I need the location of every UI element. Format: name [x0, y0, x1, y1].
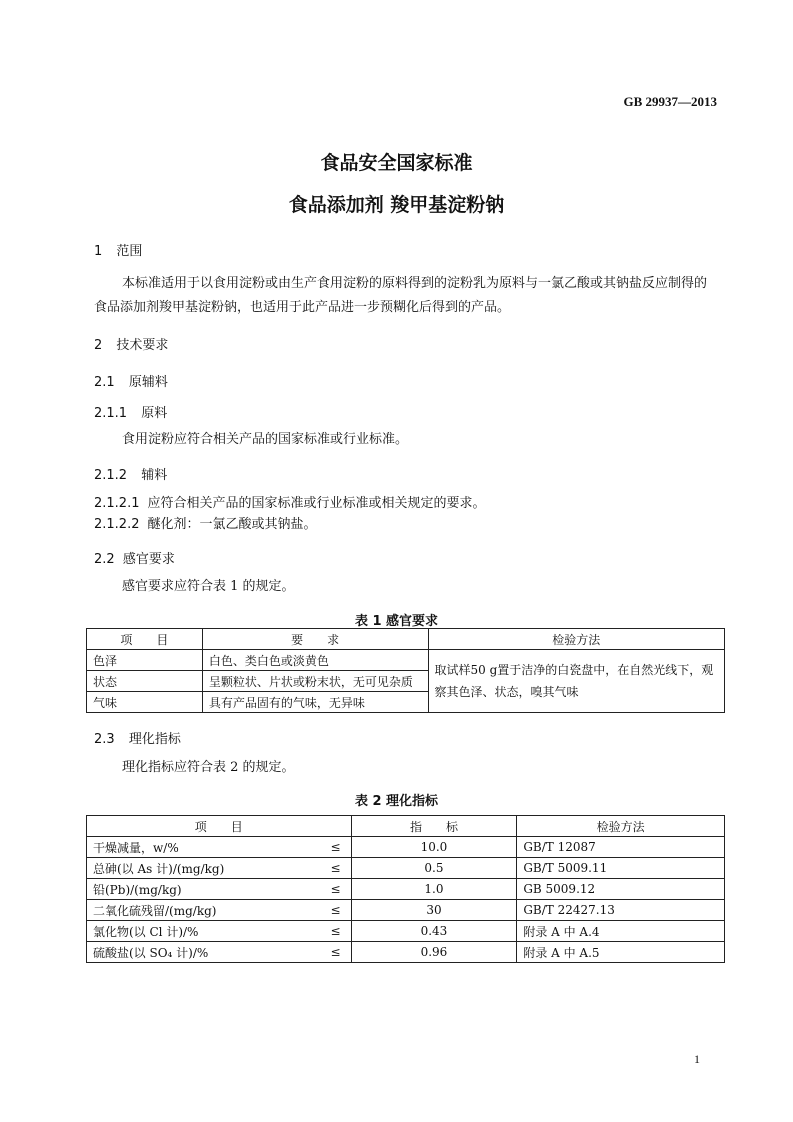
method-cell: GB/T 5009.11	[517, 858, 725, 879]
table-2-caption: 表 2 理化指标	[354, 794, 439, 809]
value-cell: 0.96	[351, 942, 517, 963]
table-row	[87, 858, 725, 879]
value-cell: 10.0	[351, 837, 517, 858]
operator-cell: ≤	[296, 921, 351, 942]
section-number: 2.2	[94, 552, 115, 567]
table-row	[87, 837, 725, 858]
section-number: 2.1.2	[94, 468, 128, 483]
method-cell: 取试样50 g置于洁净的白瓷盘中，在自然光线下，观察其色泽、状态，嗅其气味	[428, 650, 725, 713]
column-header: 项 目	[87, 629, 203, 650]
table-row	[87, 879, 725, 900]
item-cell: 状态	[87, 671, 203, 692]
section-2-2-body: 感官要求应符合表 1 的规定。	[122, 579, 295, 594]
clause-text: 应符合相关产品的国家标准或行业标准或相关规定的要求。	[147, 496, 486, 511]
column-header: 项 目	[87, 816, 352, 837]
section-2-1-heading	[94, 371, 168, 390]
table-row	[87, 650, 725, 671]
section-title: 原辅料	[128, 375, 168, 390]
section-2-heading	[94, 334, 168, 353]
method-cell: 附录 A 中 A.5	[517, 942, 725, 963]
section-number: 2.1.2.2	[94, 517, 140, 532]
requirement-cell: 呈颗粒状、片状或粉末状，无可见杂质	[202, 671, 428, 692]
section-1-body: 本标准适用于以食用淀粉或由生产食用淀粉的原料得到的淀粉乳为原料与一氯乙酸或其钠盐反应制得的食品添加剂羧甲基淀粉钠，也适用于此产品进一步预糊化后得到的产品。	[94, 276, 708, 315]
table-header-row	[87, 629, 725, 650]
operator-cell: ≤	[296, 900, 351, 921]
section-2-3-heading	[94, 728, 181, 747]
table-header-row	[87, 816, 725, 837]
sensory-requirements-table	[86, 628, 725, 713]
section-2-1-1-body: 食用淀粉应符合相关产品的国家标准或行业标准。	[122, 432, 409, 447]
item-cell: 氯化物(以 Cl 计)/%	[87, 921, 297, 942]
column-header: 指 标	[351, 816, 517, 837]
section-number: 1	[94, 244, 103, 259]
section-1-heading	[94, 240, 142, 259]
method-cell: 附录 A 中 A.4	[517, 921, 725, 942]
requirement-cell: 具有产品固有的气味，无异味	[202, 692, 428, 713]
section-title: 理化指标	[128, 732, 181, 747]
section-2-2-heading	[94, 548, 175, 567]
section-2-1-2-2	[94, 513, 317, 537]
item-cell: 色泽	[87, 650, 203, 671]
section-number: 2.1.1	[94, 406, 128, 421]
section-title: 技术要求	[116, 338, 169, 353]
value-cell: 30	[351, 900, 517, 921]
item-cell: 气味	[87, 692, 203, 713]
table-row	[87, 900, 725, 921]
item-cell: 二氧化硫残留/(mg/kg)	[87, 900, 297, 921]
page-number: 1	[694, 1052, 700, 1066]
operator-cell: ≤	[296, 837, 351, 858]
section-2-1-1-heading	[94, 402, 167, 421]
section-title: 辅料	[141, 468, 168, 483]
section-number: 2.3	[94, 732, 115, 747]
section-number: 2.1	[94, 375, 115, 390]
document-title: 食品安全国家标准	[320, 152, 473, 174]
item-cell: 硫酸盐(以 SO₄ 计)/%	[87, 942, 297, 963]
column-header: 检验方法	[428, 629, 725, 650]
method-cell: GB/T 22427.13	[517, 900, 725, 921]
standard-number: GB 29937—2013	[623, 94, 717, 109]
item-cell: 干燥减量，w/%	[87, 837, 297, 858]
section-number: 2	[94, 338, 103, 353]
method-cell: GB 5009.12	[517, 879, 725, 900]
table-row	[87, 942, 725, 963]
clause-text: 醚化剂：一氯乙酸或其钠盐。	[147, 517, 317, 532]
operator-cell: ≤	[296, 858, 351, 879]
section-number: 2.1.2.1	[94, 496, 140, 511]
document-subtitle: 食品添加剂 羧甲基淀粉钠	[288, 194, 505, 216]
section-title: 感官要求	[122, 552, 175, 567]
operator-cell: ≤	[296, 879, 351, 900]
physicochemical-indicators-table	[86, 815, 725, 963]
requirement-cell: 白色、类白色或淡黄色	[202, 650, 428, 671]
item-cell: 铅(Pb)/(mg/kg)	[87, 879, 297, 900]
table-row	[87, 921, 725, 942]
value-cell: 0.43	[351, 921, 517, 942]
table-1-caption: 表 1 感官要求	[354, 614, 439, 629]
column-header: 检验方法	[517, 816, 725, 837]
section-2-1-2-heading	[94, 464, 167, 483]
value-cell: 1.0	[351, 879, 517, 900]
section-title: 原料	[141, 406, 168, 421]
value-cell: 0.5	[351, 858, 517, 879]
section-2-3-body: 理化指标应符合表 2 的规定。	[122, 760, 295, 775]
method-cell: GB/T 12087	[517, 837, 725, 858]
column-header: 要 求	[202, 629, 428, 650]
item-cell: 总砷(以 As 计)/(mg/kg)	[87, 858, 297, 879]
section-title: 范围	[116, 244, 143, 259]
operator-cell: ≤	[296, 942, 351, 963]
